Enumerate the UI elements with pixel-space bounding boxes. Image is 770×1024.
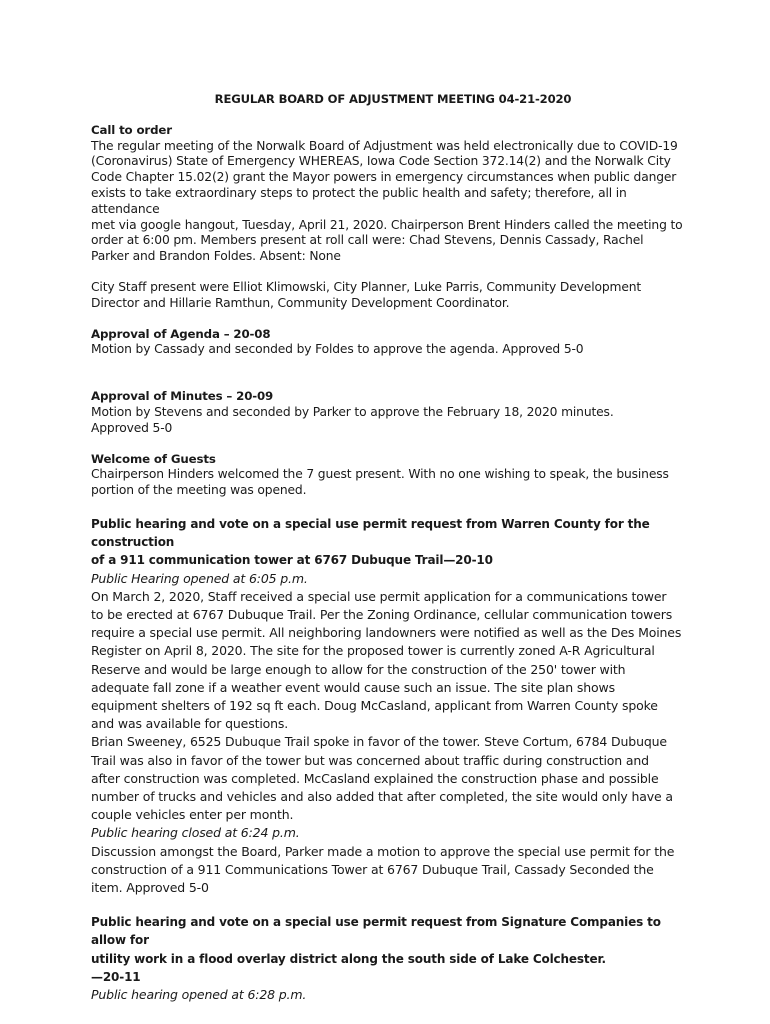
- public-hearing-utility-heading: utility work in a flood overlay district along the south side of Lake Colchester.: [91, 951, 606, 966]
- city-staff-line: City Staff present were Elliot Klimowski, City Planner, Luke Parris, Community Development: [91, 279, 642, 294]
- hearing-discussion-line: Discussion amongst the Board, Parker made a motion to approve the special use permit for the: [91, 843, 675, 859]
- call-to-order-line: (Coronavirus) State of Emergency WHEREAS, Iowa Code Section 372.14(2) and the Norwalk City: [91, 154, 671, 169]
- public-hearing-utility-heading: Public hearing and vote on a special use permit request from Signature Companies to allow for: [91, 915, 661, 948]
- document-title: REGULAR BOARD OF ADJUSTMENT MEETING 04-21-2020: [214, 92, 572, 106]
- hearing-opened-note: Public Hearing opened at 6:05 p.m.: [91, 570, 308, 586]
- hearing-closed-note: Public hearing closed at 6:24 p.m.: [91, 825, 300, 841]
- hearing-body-line: couple vehicles enter per month.: [91, 807, 294, 823]
- approval-minutes-line: Motion by Stevens and seconded by Parker to approve the February 18, 2020 minutes.: [91, 404, 614, 419]
- public-hearing-tower-heading: Public hearing and vote on a special use permit request from Warren County for the construction: [91, 516, 650, 550]
- welcome-line: Chairperson Hinders welcomed the 7 guest present. With no one wishing to speak, the business: [91, 467, 669, 482]
- hearing-discussion-line: construction of a 911 Communications Tower at 6767 Dubuque Trail, Cassady Seconded the: [91, 861, 654, 877]
- hearing-discussion-line: item. Approved 5-0: [91, 880, 209, 895]
- call-to-order-line: met via google hangout, Tuesday, April 21, 2020. Chairperson Brent Hinders called the meeting to: [91, 217, 683, 232]
- call-to-order-heading: Call to order: [91, 122, 172, 137]
- hearing-body-line: Register on April 8, 2020. The site for the proposed tower is currently zoned A-R Agricultural: [91, 643, 655, 659]
- hearing-body-line: Reserve and would be large enough to allow for the construction of the 250' tower with: [91, 661, 626, 677]
- approval-agenda-heading: Approval of Agenda – 20-08: [91, 326, 271, 341]
- hearing-body-line: On March 2, 2020, Staff received a special use permit application for a communications tower: [91, 588, 667, 604]
- hearing-body-line: to be erected at 6767 Dubuque Trail. Per the Zoning Ordinance, cellular communication towers: [91, 606, 673, 622]
- approval-agenda-section: [91, 327, 691, 359]
- hearing-body-line: Trail was also in favor of the tower but was concerned about traffic during construction and: [91, 752, 649, 768]
- welcome-line: portion of the meeting was opened.: [91, 483, 307, 498]
- public-hearing-utility-section: [91, 913, 691, 1004]
- public-hearing-utility-heading: —20-11: [91, 969, 141, 984]
- public-hearing-tower-section: [91, 515, 691, 897]
- hearing-body-line: equipment shelters of 192 sq ft each. Doug McCasland, applicant from Warren County spoke: [91, 697, 658, 713]
- public-hearing-tower-heading: of a 911 communication tower at 6767 Dubuque Trail—20-10: [91, 553, 493, 568]
- hearing-body-line: after construction was completed. McCasland explained the construction phase and possible: [91, 770, 659, 786]
- welcome-heading: Welcome of Guests: [91, 451, 216, 466]
- call-to-order-line: order at 6:00 pm. Members present at roll call were: Chad Stevens, Dennis Cassady, Rachel: [91, 233, 644, 248]
- hearing-body-line: number of trucks and vehicles and also added that after completed, the site would only have a: [91, 788, 673, 804]
- approval-minutes-section: [91, 389, 691, 436]
- call-to-order-line: The regular meeting of the Norwalk Board of Adjustment was held electronically due to COVID-19: [91, 138, 678, 153]
- hearing-opened-note: Public hearing opened at 6:28 p.m.: [91, 987, 307, 1003]
- approval-minutes-heading: Approval of Minutes – 20-09: [91, 389, 274, 404]
- approval-minutes-line: Approved 5-0: [91, 420, 173, 435]
- call-to-order-line: Code Chapter 15.02(2) grant the Mayor powers in emergency circumstances when public danger: [91, 170, 677, 185]
- city-staff-line: Director and Hillarie Ramthun, Community Development Coordinator.: [91, 295, 510, 310]
- document-page: [91, 92, 691, 1004]
- welcome-section: [91, 452, 691, 499]
- hearing-body-line: require a special use permit. All neighboring landowners were notified as well as the Des Moines: [91, 625, 682, 641]
- city-staff-section: [91, 280, 691, 312]
- hearing-body-line: adequate fall zone if a weather event would cause such an issue. The site plan shows: [91, 679, 615, 695]
- call-to-order-line: Parker and Brandon Foldes. Absent: None: [91, 249, 341, 264]
- call-to-order-section: [91, 123, 691, 265]
- hearing-body-line: and was available for questions.: [91, 716, 289, 732]
- call-to-order-line: exists to take extraordinary steps to protect the public health and safety; therefore, all in attendance: [91, 185, 627, 216]
- hearing-body-line: Brian Sweeney, 6525 Dubuque Trail spoke in favor of the tower. Steve Cortum, 6784 Dubuque: [91, 734, 667, 750]
- approval-agenda-line: Motion by Cassady and seconded by Foldes to approve the agenda. Approved 5-0: [91, 342, 584, 357]
